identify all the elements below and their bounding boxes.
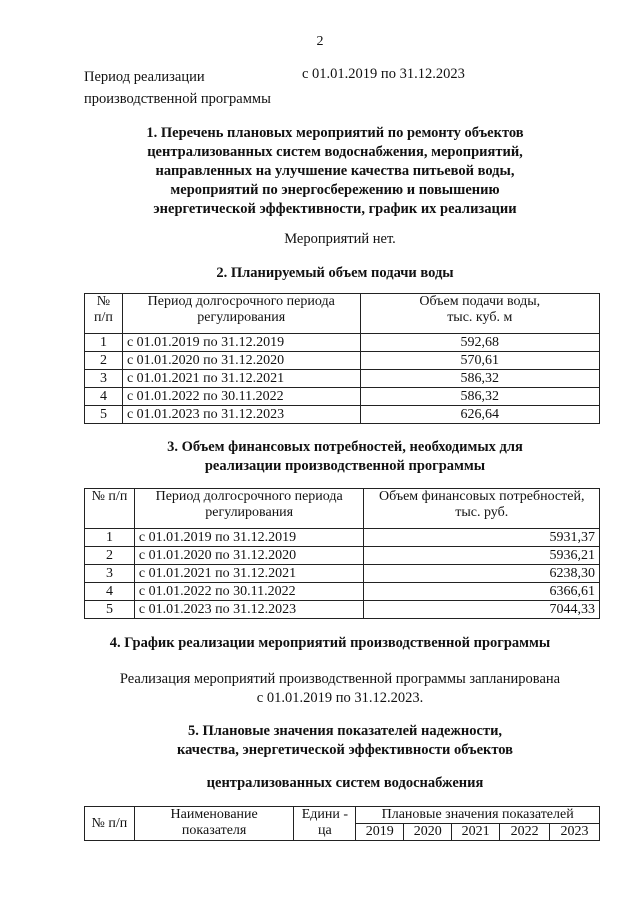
header-year: 2022 <box>500 824 550 841</box>
row-num: 2 <box>85 352 123 370</box>
table-row <box>85 601 600 619</box>
row-period: с 01.01.2022 по 30.11.2022 <box>134 583 364 601</box>
section1-title-line: централизованных систем водоснабжения, мероприятий, <box>147 144 523 160</box>
section1-title-line: мероприятий по энергосбережению и повышению <box>170 182 500 198</box>
financial-needs-table <box>84 488 600 619</box>
period-value: с 01.01.2019 по 31.12.2023 <box>302 66 465 82</box>
row-num: 5 <box>85 601 135 619</box>
section4-title: 4. График реализации мероприятий производственной программы <box>109 635 551 651</box>
row-period: с 01.01.2019 по 31.12.2019 <box>122 334 360 352</box>
row-period: с 01.01.2021 по 31.12.2021 <box>122 370 360 388</box>
section1-title-line: направленных на улучшение качества питьевой воды, <box>155 163 515 179</box>
row-value: 6366,61 <box>364 583 600 601</box>
row-value: 592,68 <box>360 334 599 352</box>
header-period: Период долгосрочного периода регулирования <box>122 294 360 334</box>
table-header-row <box>85 807 600 824</box>
row-num: 3 <box>85 370 123 388</box>
row-value: 7044,33 <box>364 601 600 619</box>
row-period: с 01.01.2021 по 31.12.2021 <box>134 565 364 583</box>
row-num: 5 <box>85 406 123 424</box>
table-row <box>85 583 600 601</box>
section5-title-line2: качества, энергетической эффективности объектов <box>176 742 514 758</box>
row-period: с 01.01.2020 по 31.12.2020 <box>122 352 360 370</box>
header-num: № п/п <box>85 294 123 334</box>
row-value: 5931,37 <box>364 529 600 547</box>
row-value: 5936,21 <box>364 547 600 565</box>
row-num: 2 <box>85 547 135 565</box>
row-period: с 01.01.2023 по 31.12.2023 <box>122 406 360 424</box>
section4-text <box>60 670 620 708</box>
row-period: с 01.01.2022 по 30.11.2022 <box>122 388 360 406</box>
row-value: 570,61 <box>360 352 599 370</box>
section4-text-line2: с 01.01.2019 по 31.12.2023. <box>256 690 424 706</box>
header-year: 2021 <box>452 824 500 841</box>
section2-title: 2. Планируемый объем подачи воды <box>216 265 454 281</box>
row-period: с 01.01.2019 по 31.12.2019 <box>134 529 364 547</box>
section3-title-line1: 3. Объем финансовых потребностей, необходимых для <box>167 439 523 455</box>
section5-title-line1: 5. Плановые значения показателей надежности, <box>187 723 503 739</box>
row-value: 626,64 <box>360 406 599 424</box>
table-row <box>85 352 600 370</box>
section3-title-line2: реализации производственной программы <box>204 458 486 474</box>
section1-title-line: 1. Перечень плановых мероприятий по ремонту объектов <box>146 125 524 141</box>
row-num: 3 <box>85 565 135 583</box>
table-row <box>85 334 600 352</box>
row-value: 586,32 <box>360 388 599 406</box>
period-label <box>84 66 271 110</box>
section1-title <box>60 124 610 219</box>
row-num: 1 <box>85 334 123 352</box>
table-row <box>85 406 600 424</box>
section1-note: Мероприятий нет. <box>284 231 396 247</box>
table-row <box>85 565 600 583</box>
row-period: с 01.01.2023 по 31.12.2023 <box>134 601 364 619</box>
row-num: 1 <box>85 529 135 547</box>
header-year: 2019 <box>356 824 404 841</box>
header-num: № п/п <box>85 489 135 529</box>
header-year: 2020 <box>404 824 452 841</box>
page-number: 2 <box>316 34 324 49</box>
indicators-table <box>84 806 600 841</box>
water-supply-table <box>84 293 600 424</box>
header-num: № п/п <box>85 807 135 841</box>
section5-title-line3: централизованных систем водоснабжения <box>206 775 484 791</box>
header-planned: Плановые значения показателей <box>356 807 600 824</box>
row-num: 4 <box>85 388 123 406</box>
section1-title-line: энергетической эффективности, график их реализации <box>153 201 517 217</box>
table-row <box>85 529 600 547</box>
section5-title <box>80 722 610 760</box>
section4-text-line1: Реализация мероприятий производственной программы запланирована <box>119 671 561 687</box>
row-period: с 01.01.2020 по 31.12.2020 <box>134 547 364 565</box>
row-value: 6238,30 <box>364 565 600 583</box>
row-value: 586,32 <box>360 370 599 388</box>
header-value: Объем финансовых потребностей, тыс. руб. <box>364 489 600 529</box>
table-header-row <box>85 294 600 334</box>
period-label-line1: Период реализации <box>84 69 205 85</box>
table-row <box>85 388 600 406</box>
table-row <box>85 547 600 565</box>
table-header-row <box>85 489 600 529</box>
section3-title <box>80 438 610 476</box>
header-year: 2023 <box>550 824 600 841</box>
table-row <box>85 370 600 388</box>
period-label-line2: производственной программы <box>84 91 271 107</box>
header-period: Период долгосрочного периода регулирования <box>134 489 364 529</box>
header-unit: Едини - ца <box>294 807 356 841</box>
row-num: 4 <box>85 583 135 601</box>
header-value: Объем подачи воды, тыс. куб. м <box>360 294 599 334</box>
header-name: Наименование показателя <box>134 807 294 841</box>
